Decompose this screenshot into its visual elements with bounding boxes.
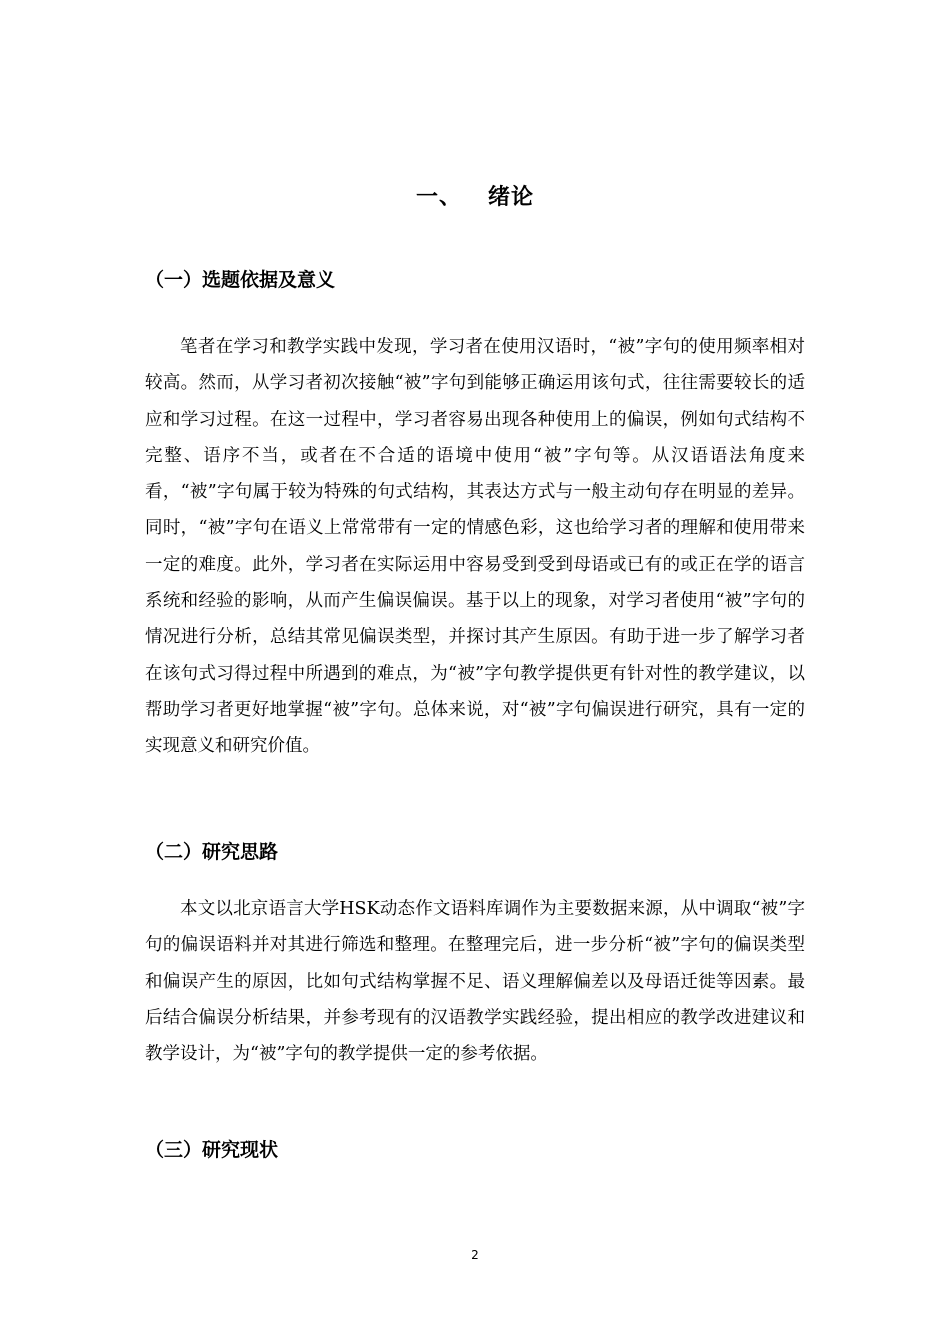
section-heading-3: （三）研究现状 <box>145 1139 279 1161</box>
section-2-paragraph: 本文以北京语言大学HSK动态作文语料库调作为主要数据来源，从中调取“被”字句的偏误语料并对其进行筛选和整理。在整理完后，进一步分析“被”字句的偏误类型和偏误产生的原因，比如句式结构掌握不足、语义理解偏差以及母语迁徙等因素。最后结合偏误分析结果，并参考现有的汉语教学实践经验，提出相应的教学改进建议和教学设计，为“被”字句的教学提供一定的参考依据。 <box>145 899 805 1065</box>
section-heading-1: （一）选题依据及意义 <box>145 269 336 291</box>
chapter-title <box>0 180 950 216</box>
page-number: 2 <box>471 1248 479 1262</box>
chapter-number: 一、 <box>415 185 462 210</box>
chapter-title-text: 绪论 <box>488 185 535 210</box>
section-heading-2: （二）研究思路 <box>145 841 279 863</box>
section-1-paragraph: 笔者在学习和教学实践中发现，学习者在使用汉语时，“被”字句的使用频率相对较高。然而，从学习者初次接触“被”字句到能够正确运用该句式，往往需要较长的适应和学习过程。在这一过程中，学习者容易出现各种使用上的偏误，例如句式结构不完整、语序不当，或者在不合适的语境中使用“被”字句等。从汉语语法角度来看，“被”字句属于较为特殊的句式结构，其表达方式与一般主动句存在明显的差异。同时，“被”字句在语义上常常带有一定的情感色彩，这也给学习者的理解和使用带来一定的难度。此外，学习者在实际运用中容易受到受到母语或已有的或正在学的语言系统和经验的影响，从而产生偏误偏误。基于以上的现象，对学习者使用“被”字句的情况进行分析，总结其常见偏误类型，并探讨其产生原因。有助于进一步了解学习者在该句式习得过程中所遇到的难点，为“被”字句教学提供更有针对性的教学建议，以帮助学习者更好地掌握“被”字句。总体来说，对“被”字句偏误进行研究，具有一定的实现意义和研究价值。 <box>145 337 805 757</box>
